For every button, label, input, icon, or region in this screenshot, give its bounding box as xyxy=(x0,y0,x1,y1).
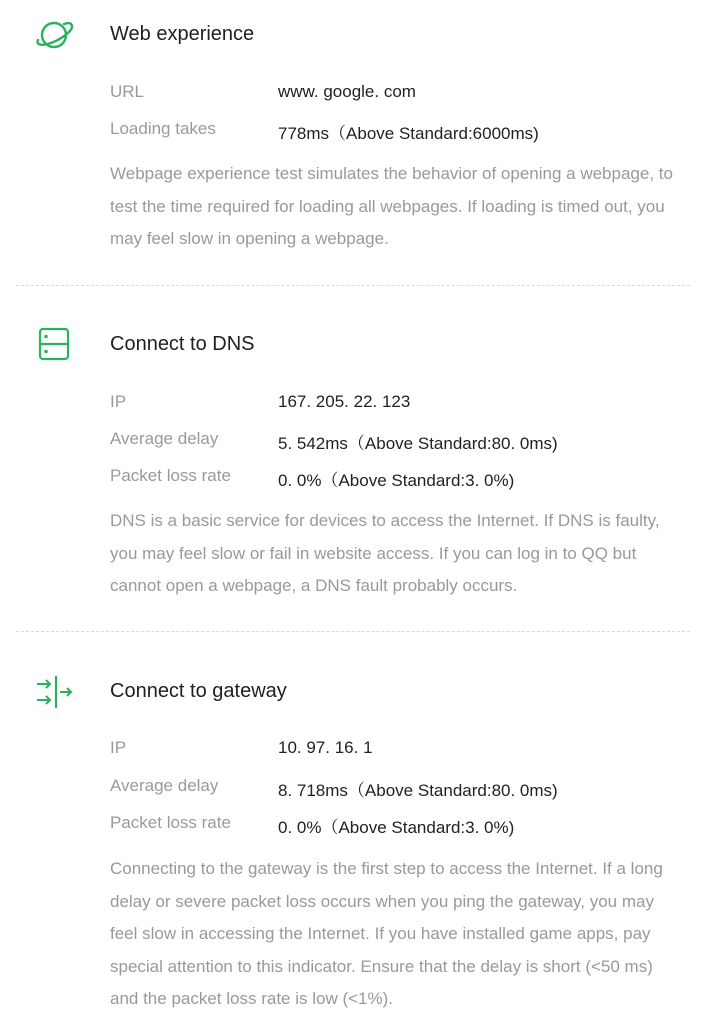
row-value: 778ms（Above Standard:6000ms) xyxy=(278,124,539,143)
section-title: Connect to gateway xyxy=(110,680,287,702)
row-label: URL xyxy=(110,82,145,101)
average-delay-row xyxy=(110,776,670,802)
row-value: 5. 542ms（Above Standard:80. 0ms) xyxy=(278,434,558,453)
row-label: Average delay xyxy=(110,776,219,795)
row-value: 0. 0%（Above Standard:3. 0%) xyxy=(278,471,515,490)
ip-row xyxy=(110,392,670,418)
section-description: Webpage experience test simulates the behavior of opening a webpage, to test the time required for loading all webpages. If loading is timed out, you may feel slow in opening a webpage. xyxy=(110,164,673,248)
row-value: 10. 97. 16. 1 xyxy=(278,738,373,757)
loading-time-row xyxy=(110,119,670,145)
ip-row xyxy=(110,738,670,764)
packet-loss-row xyxy=(110,813,670,839)
row-label: Average delay xyxy=(110,429,219,448)
row-value: www. google. com xyxy=(278,82,416,101)
row-label: IP xyxy=(110,392,127,411)
divider xyxy=(16,285,690,286)
server-icon xyxy=(34,325,74,365)
average-delay-row xyxy=(110,429,670,455)
row-value: 167. 205. 22. 123 xyxy=(278,392,411,411)
section-description: DNS is a basic service for devices to access the Internet. If DNS is faulty, you may feel slow or fail in website access. If you can log in to QQ but cannot open a webpage, a DNS fault probably occurs. xyxy=(110,511,660,595)
divider xyxy=(16,631,690,632)
row-value: 0. 0%（Above Standard:3. 0%) xyxy=(278,818,515,837)
row-value: 8. 718ms（Above Standard:80. 0ms) xyxy=(278,781,558,800)
planet-icon xyxy=(34,15,74,55)
section-title: Connect to DNS xyxy=(110,333,255,355)
gateway-arrows-icon xyxy=(34,672,74,712)
row-label: Packet loss rate xyxy=(110,813,231,832)
url-row xyxy=(110,82,670,108)
section-description: Connecting to the gateway is the first step to access the Internet. If a long delay or severe packet loss occurs when you ping the gateway, you may feel slow in accessing the Internet. If you have installed game apps, pay special attention to this indicator. Ensure that the delay is short (<50 ms) and the packet loss rate is low (<1%). xyxy=(110,859,663,1008)
row-label: Packet loss rate xyxy=(110,466,231,485)
packet-loss-row xyxy=(110,466,670,492)
row-label: IP xyxy=(110,738,127,757)
row-label: Loading takes xyxy=(110,119,216,138)
section-title: Web experience xyxy=(110,23,255,45)
